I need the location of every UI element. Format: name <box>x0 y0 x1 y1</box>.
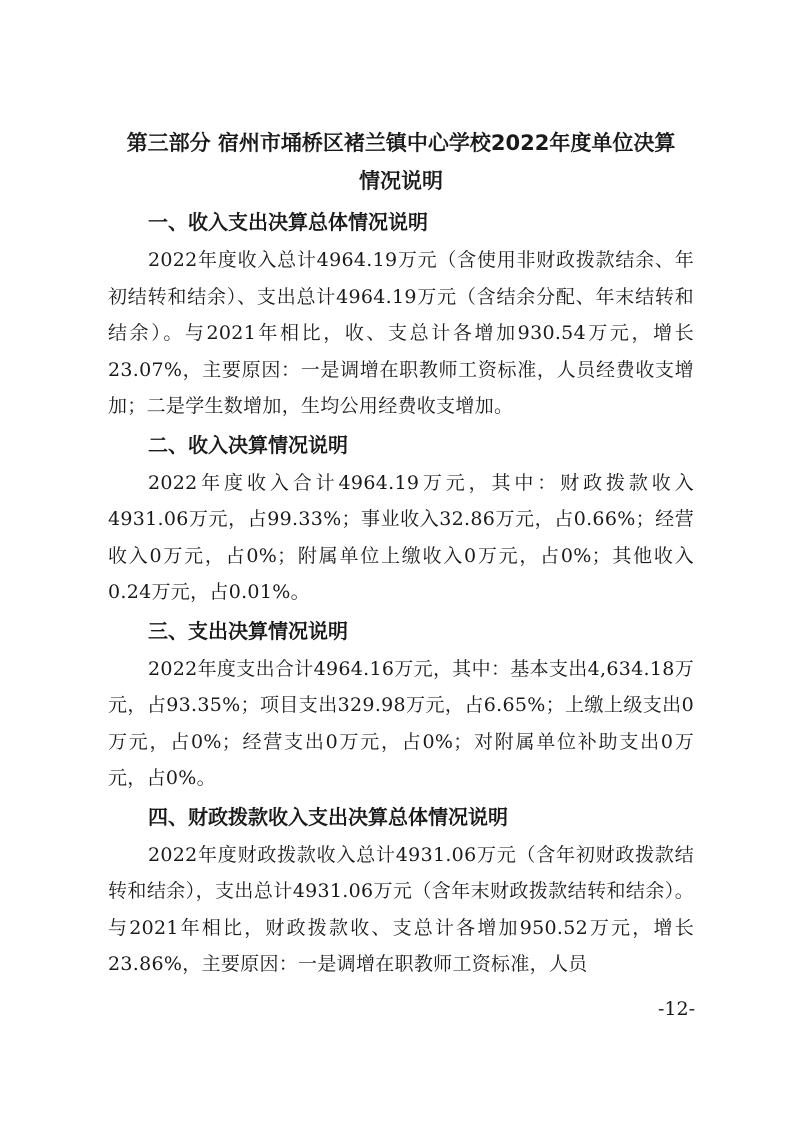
section-1-paragraph: 2022年度收入总计4964.19万元（含使用非财政拨款结余、年初结转和结余）、支出总计4964.19万元（含结余分配、年末结转和结余）。与2021年相比，收、支总计各增加930.54万元，增长23.07%，主要原因：一是调增在职教师工资标准，人员经费收支增加；二是学生数增加，生均公用经费收支增加。 <box>108 249 694 417</box>
document-page <box>108 124 694 985</box>
section-4-heading: 四、财政拨款收入支出决算总体情况说明 <box>148 804 508 829</box>
page-number: -12- <box>657 998 695 1020</box>
title-line-1: 第三部分 宿州市埇桥区褚兰镇中心学校2022年度单位决算 <box>126 131 676 155</box>
section-1-heading: 一、收入支出决算总体情况说明 <box>148 210 428 234</box>
section-4-paragraph: 2022年度财政拨款收入总计4931.06万元（含年初财政拨款结转和结余），支出总计4931.06万元（含年末财政拨款结转和结余）。与2021年相比，财政拨款收、支总计各增加950.52万元，增长23.86%，主要原因：一是调增在职教师工资标准，人员 <box>108 843 694 975</box>
title-line-2: 情况说明 <box>359 169 443 193</box>
section-3-heading: 三、支出决算情况说明 <box>148 618 348 643</box>
document-title <box>108 124 694 200</box>
section-2-heading: 二、收入决算情况说明 <box>148 432 348 457</box>
section-2-paragraph: 2022年度收入合计4964.19万元，其中：财政拨款收入4931.06万元，占99.33%；事业收入32.86万元，占0.66%；经营收入0万元，占0%；附属单位上缴收入0万元，占0%；其他收入0.24万元，占0.01%。 <box>108 471 694 603</box>
section-3-paragraph: 2022年度支出合计4964.16万元，其中：基本支出4,634.18万元，占93.35%；项目支出329.98万元，占6.65%；上缴上级支出0万元，占0%；经营支出0万元，占0%；对附属单位补助支出0万元，占0%。 <box>108 657 694 789</box>
